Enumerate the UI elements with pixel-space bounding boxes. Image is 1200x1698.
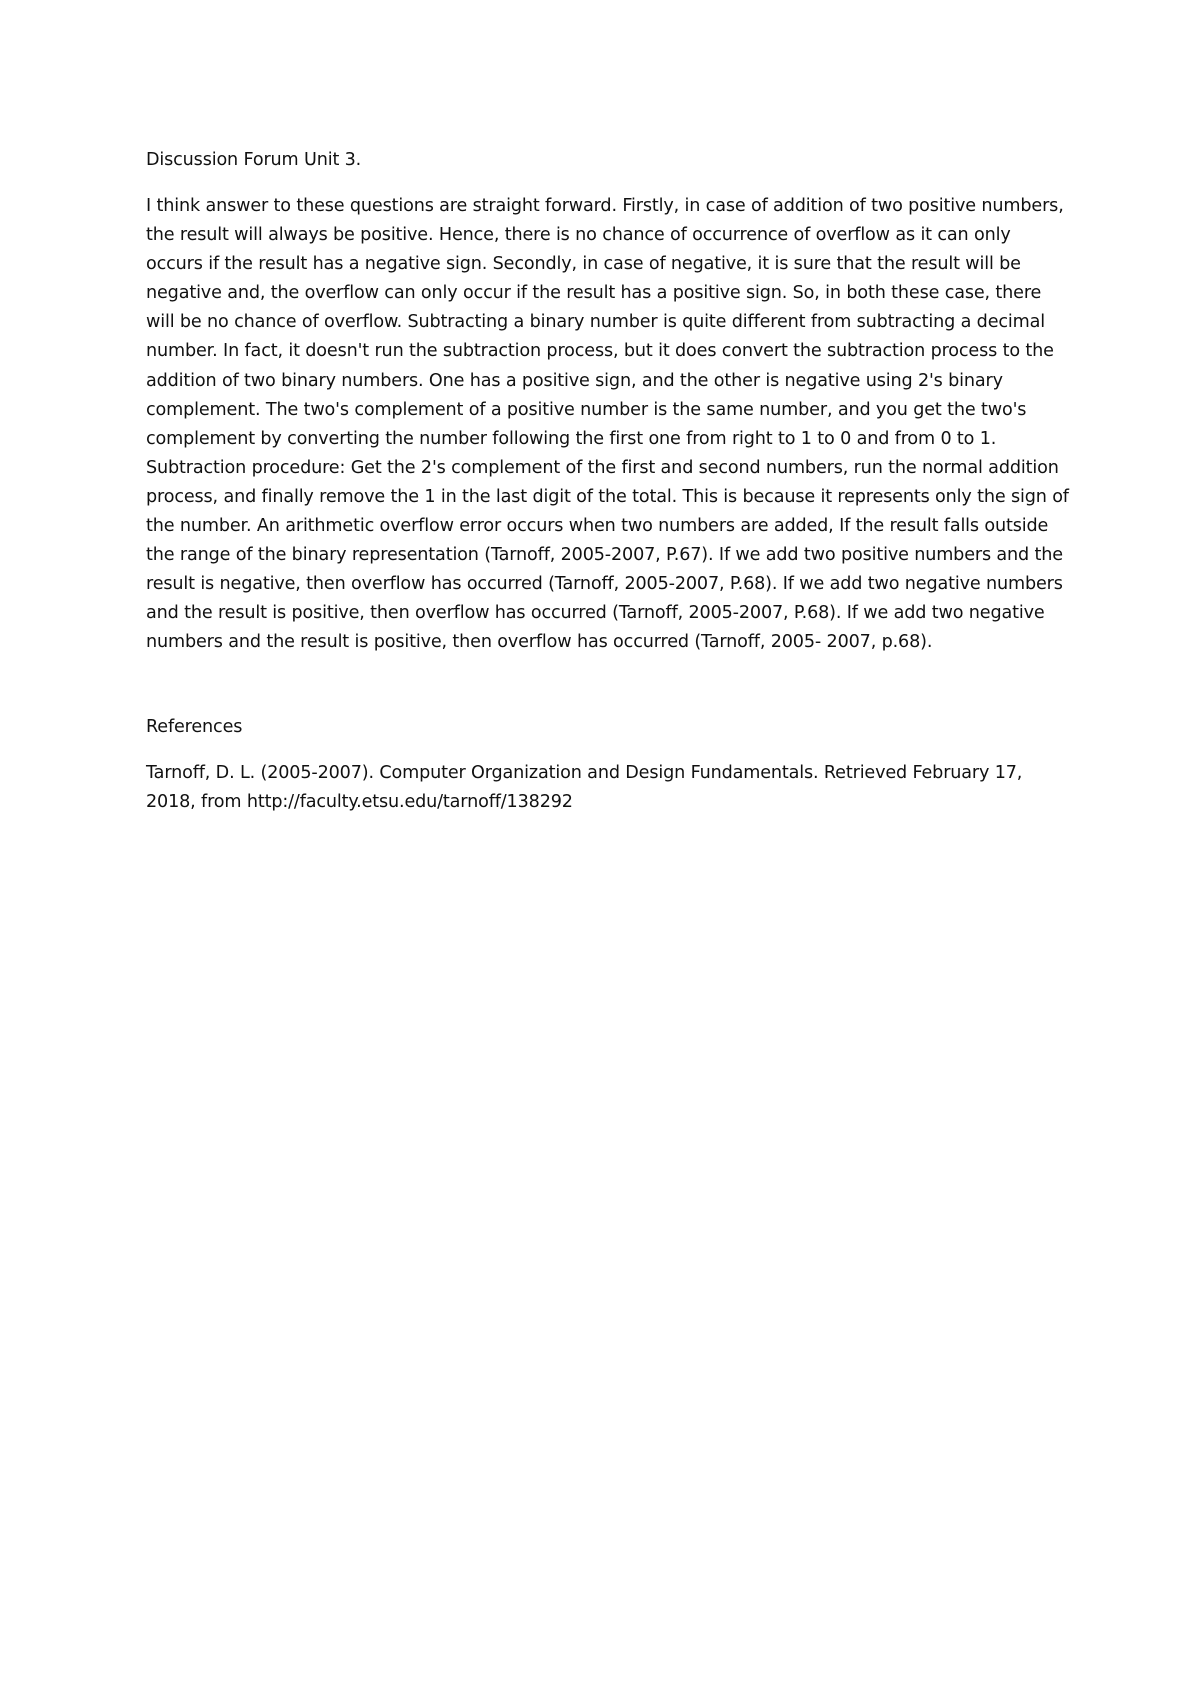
discussion-paragraph: I think answer to these questions are straight forward. Firstly, in case of addition of two positive numbers, the result will always be positive. Hence, there is no chance of occurrence of overflow as it can only occurs if the result has a negative sign. Secondly, in case of negative, it is sure that the result will be negative and, the overflow can only occur if the result has a positive sign. So, in both these case, there will be no chance of overflow. Subtracting a binary number is quite different from subtracting a decimal number. In fact, it doesn't run the subtraction process, but it does convert the subtraction process to the addition of two binary numbers. One has a positive sign, and the other is negative using 2's binary complement. The two's complement of a positive number is the same number, and you get the two's complement by converting the number following the first one from right to 1 to 0 and from 0 to 1. Subtraction procedure: Get the 2's complement of the first and second numbers, run the normal addition process, and finally remove the 1 in the last digit of the total. This is because it represents only the sign of the number. An arithmetic overflow error occurs when two numbers are added, If the result falls outside the range of the binary representation (Tarnoff, 2005-2007, P.67). If we add two positive numbers and the result is negative, then overflow has occurred (Tarnoff, 2005-2007, P.68). If we add two negative numbers and the result is positive, then overflow has occurred (Tarnoff, 2005-2007, P.68). If we add two negative numbers and the result is positive, then overflow has occurred (Tarnoff, 2005- 2007, p.68). [146, 196, 1069, 653]
references-heading: References [146, 716, 243, 737]
document-title: Discussion Forum Unit 3. [146, 150, 362, 170]
document-content [146, 146, 1070, 817]
reference-entry: Tarnoff, D. L. (2005-2007). Computer Organization and Design Fundamentals. Retrieved February 17, 2018, from http://faculty.etsu.edu/tarnoff/138292 [146, 762, 1023, 812]
